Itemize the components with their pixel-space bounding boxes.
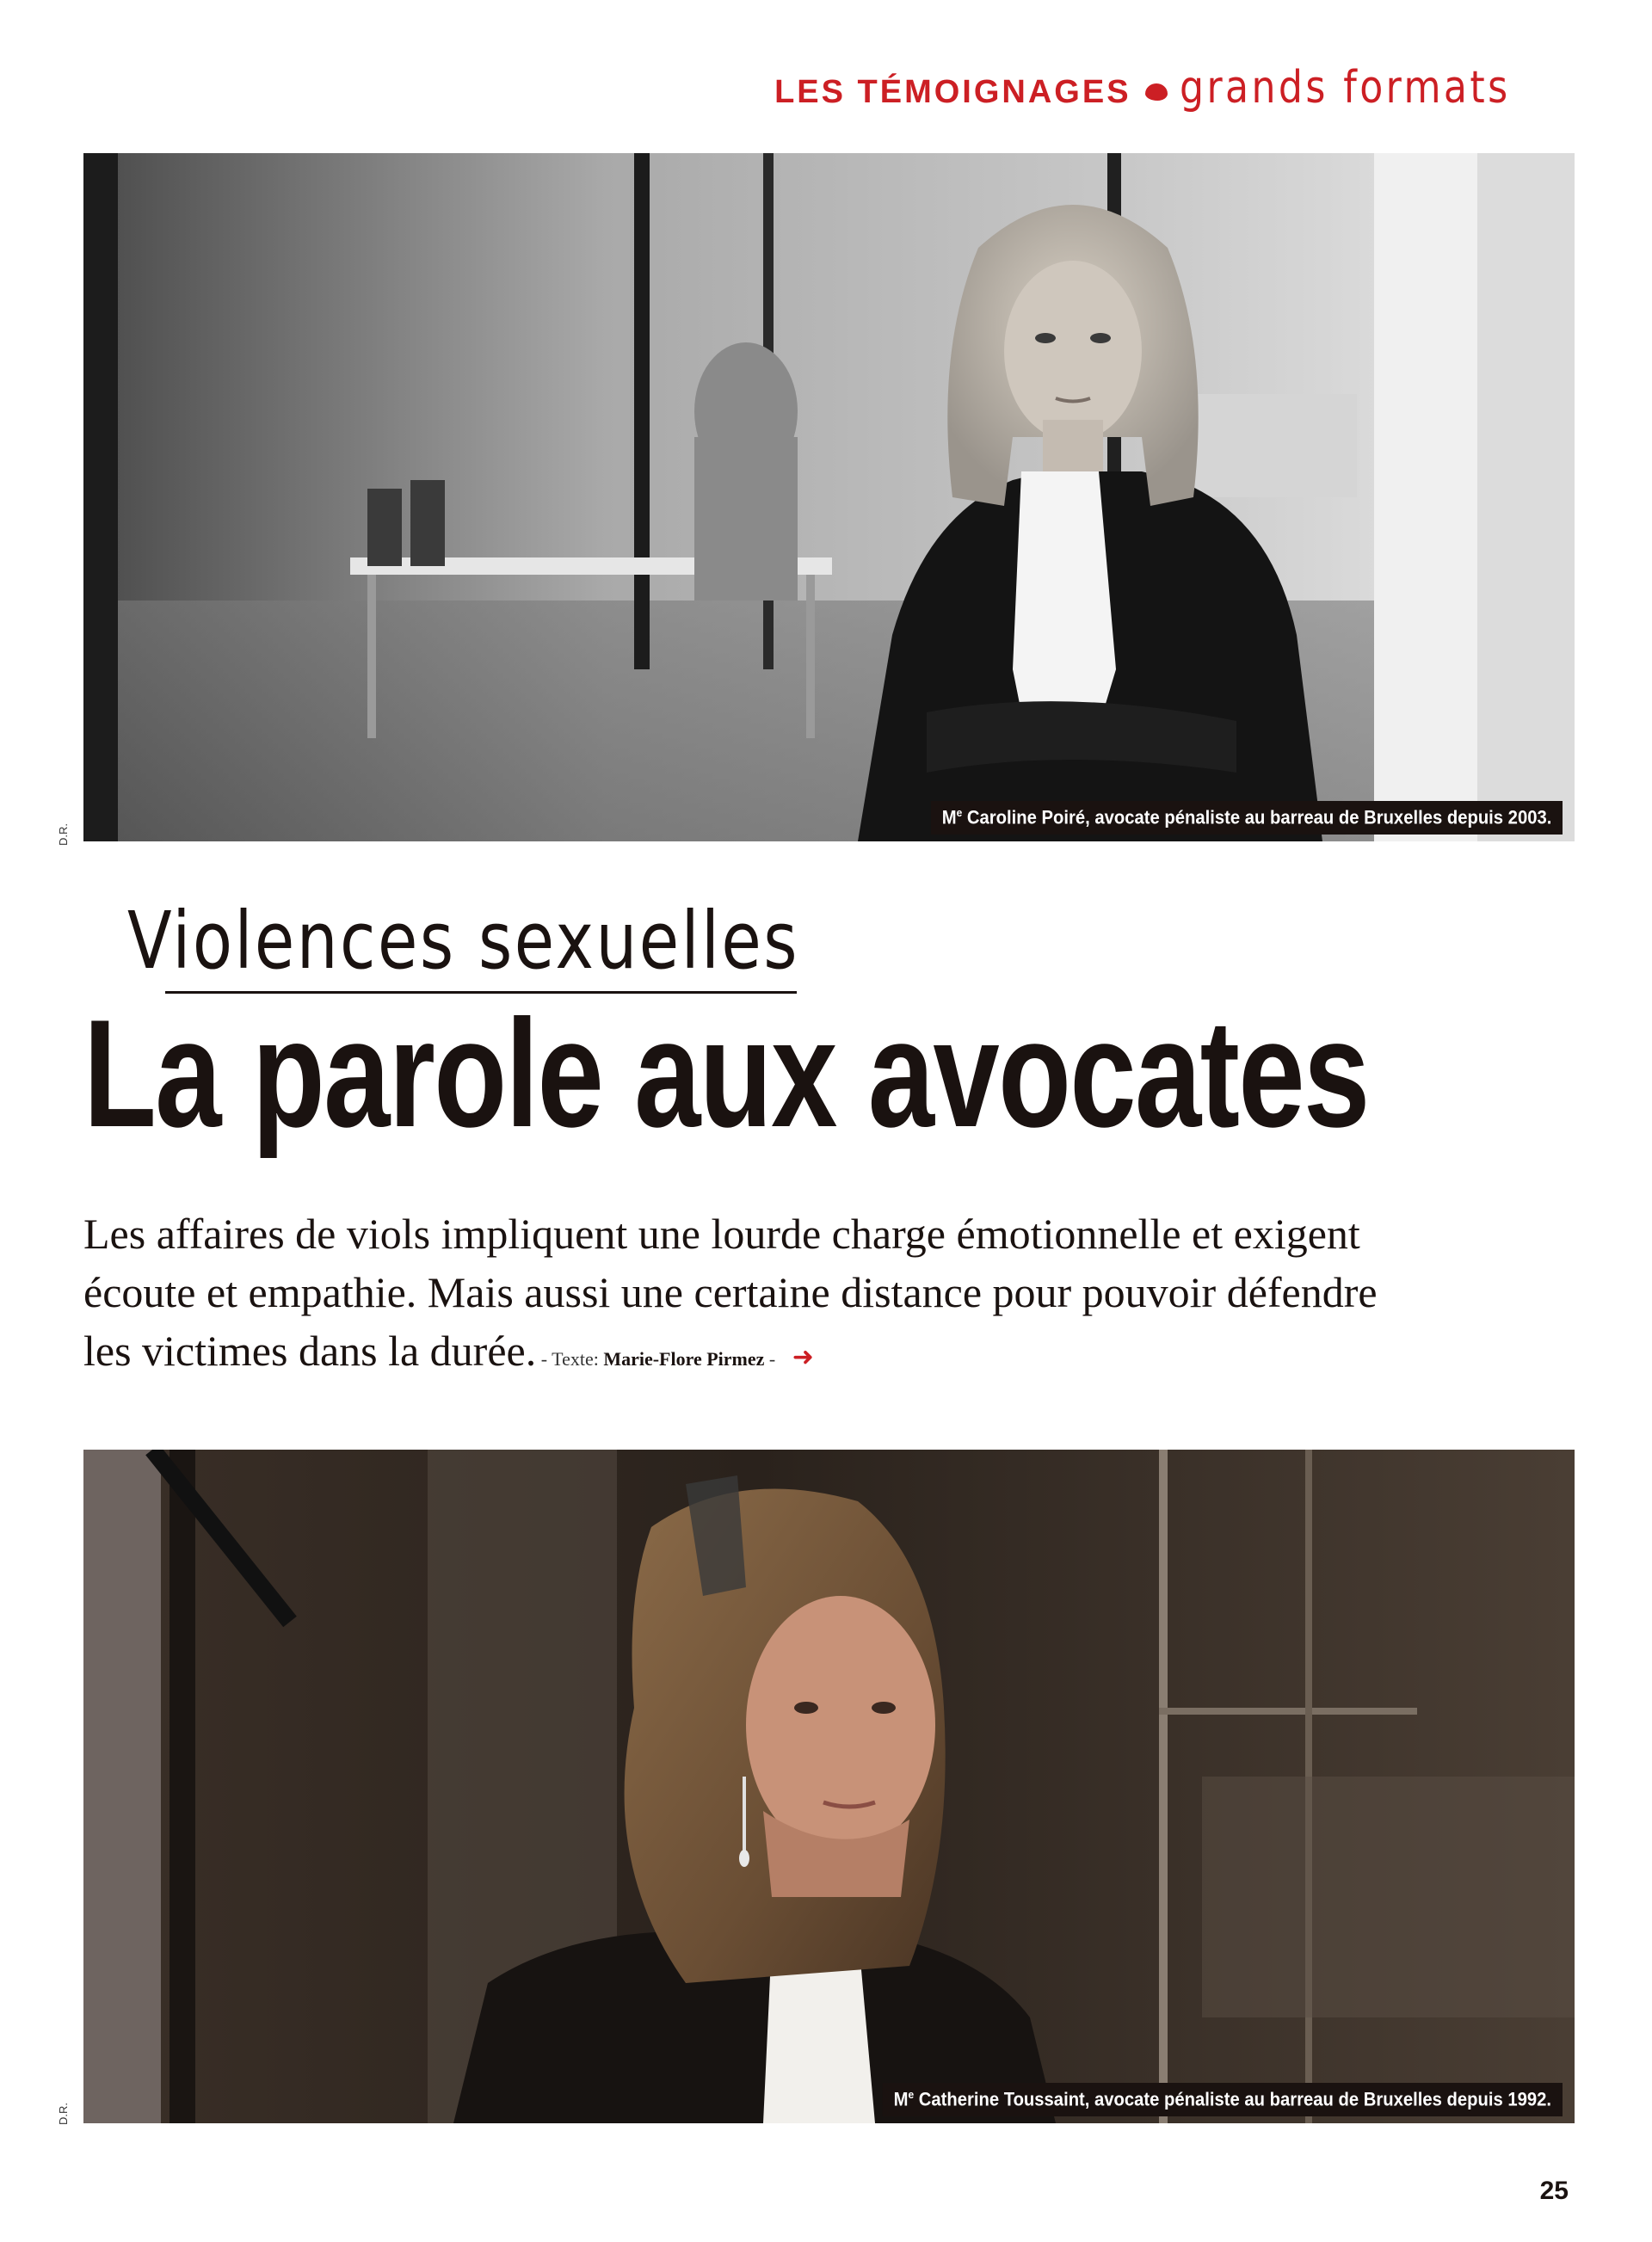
photo-1-credit: D.R. bbox=[57, 823, 70, 846]
article-lede bbox=[83, 1204, 1426, 1389]
caption-1-prefix: M bbox=[941, 806, 957, 828]
photo-1-caption bbox=[931, 801, 1563, 835]
caption-2-prefix: M bbox=[893, 2088, 909, 2110]
byline-prefix: - Texte: bbox=[536, 1348, 604, 1370]
subsection-label: grands formats bbox=[1179, 62, 1511, 114]
caption-2-sup: e bbox=[908, 2087, 915, 2101]
photo-caroline-poire bbox=[83, 153, 1575, 841]
photo-2-credit: D.R. bbox=[57, 2103, 70, 2125]
caption-2-text: Catherine Toussaint, avocate pénaliste au barreau de Bruxelles depuis 1992. bbox=[914, 2088, 1552, 2110]
article-headline: La parole aux avocates bbox=[83, 988, 1369, 1159]
byline-author: Marie-Flore Pirmez bbox=[603, 1348, 765, 1370]
section-label: LES TÉMOIGNAGES bbox=[774, 74, 1131, 110]
lede-text: Les affaires de viols impliquent une lourde charge émotionnelle et exigent écoute et empathie. Mais aussi une certaine distance pour pouvoir défendre les victimes dans la durée. bbox=[83, 1210, 1378, 1375]
section-header bbox=[774, 62, 1569, 114]
photo-2-image bbox=[83, 1450, 1575, 2123]
speech-bubble-icon bbox=[1145, 83, 1168, 101]
byline-suffix: - bbox=[764, 1348, 780, 1370]
continue-arrow-icon: ➜ bbox=[792, 1342, 814, 1372]
article-kicker: Violences sexuelles bbox=[127, 895, 800, 987]
caption-1-sup: e bbox=[956, 805, 963, 819]
byline bbox=[536, 1348, 780, 1370]
page-number: 25 bbox=[1539, 2177, 1569, 2205]
caption-1-text: Caroline Poiré, avocate pénaliste au barreau de Bruxelles depuis 2003. bbox=[962, 806, 1552, 828]
photo-2-caption bbox=[883, 2083, 1563, 2116]
photo-1-image bbox=[83, 153, 1575, 841]
photo-catherine-toussaint bbox=[83, 1450, 1575, 2123]
